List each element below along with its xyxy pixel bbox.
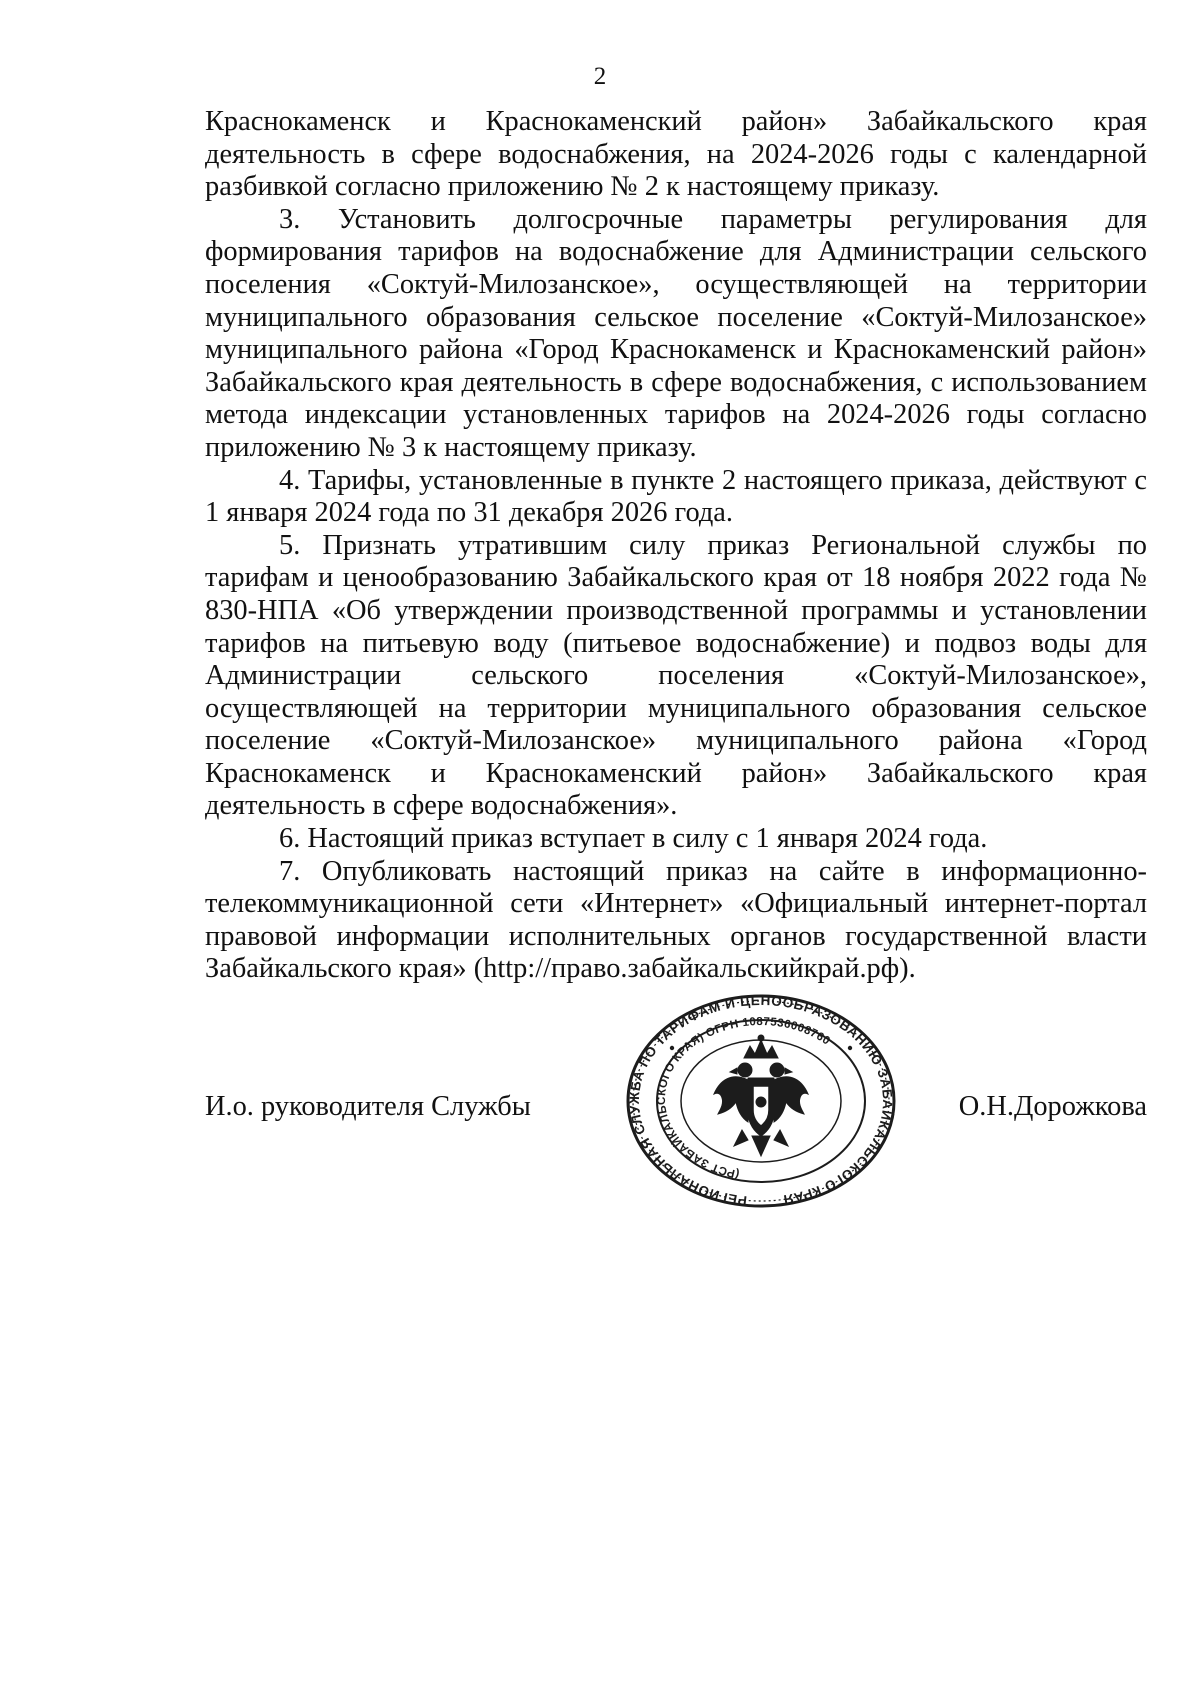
- paragraph-continuation: Краснокаменск и Краснокаменский район» Забайкальского края деятельность в сфере водоснабжения, на 2024-2026 годы с календарной разбивкой согласно приложению № 2 к настоящему приказу.: [205, 106, 1147, 203]
- seal-outer-text: РЕГИОНАЛЬНАЯ СЛУЖБА ПО ТАРИФАМ И ЦЕНООБРАЗОВАНИЮ ЗАБАЙКАЛЬСКОГО КРАЯ: [626, 992, 896, 1208]
- seal-inner-text: (РСТ ЗАБАЙКАЛЬСКОГО КРАЯ) ОГРН 1087536008760: [655, 1015, 833, 1181]
- paragraph-item-3: 3. Установить долгосрочные параметры регулирования для формирования тарифов на водоснабжение для Администрации сельского поселения «Соктуй-Милозанское», осуществляющей на территории муниципального образования сельское поселение «Соктуй-Милозанское» муниципального района «Город Краснокаменск и Краснокаменский район» Забайкальского края деятельность в сфере водоснабжения, с использованием метода индексации установленных тарифов на 2024-2026 годы согласно приложению № 3 к настоящему приказу.: [205, 203, 1147, 463]
- signatory-role: И.о. руководителя Службы: [205, 1091, 531, 1122]
- paragraph-item-4: 4. Тарифы, установленные в пункте 2 настоящего приказа, действуют с 1 января 2024 года по 31 декабря 2026 года.: [205, 464, 1147, 529]
- page-number: 2: [593, 63, 607, 90]
- paragraph-item-6: 6. Настоящий приказ вступает в силу с 1 января 2024 года.: [279, 823, 988, 855]
- official-seal-icon: [624, 990, 898, 1208]
- paragraph-item-5: 5. Признать утратившим силу приказ Региональной службы по тарифам и ценообразованию Забайкальского края от 18 ноября 2022 года № 830-НПА «Об утверждении производственной программы и установлении тарифов на питьевую воду (питьевое водоснабжение) и подвоз воды для Администрации сельского поселения «Соктуй-Милозанское», осуществляющей на территории муниципального образования сельское поселение «Соктуй-Милозанское» муниципального района «Город Краснокаменск и Краснокаменский район» Забайкальского края деятельность в сфере водоснабжения».: [205, 529, 1147, 822]
- paragraph-item-7: 7. Опубликовать настоящий приказ на сайте в информационно-телекоммуникационной сети «Интернет» «Официальный интернет-портал правовой информации исполнительных органов государственной власти Забайкальского края» (http://право.забайкальскийкрай.рф).: [205, 855, 1147, 985]
- signatory-name: О.Н.Дорожкова: [958, 1091, 1147, 1122]
- document-body: [205, 106, 1147, 986]
- coat-of-arms-icon: [714, 1035, 808, 1156]
- official-seal: [624, 990, 898, 1208]
